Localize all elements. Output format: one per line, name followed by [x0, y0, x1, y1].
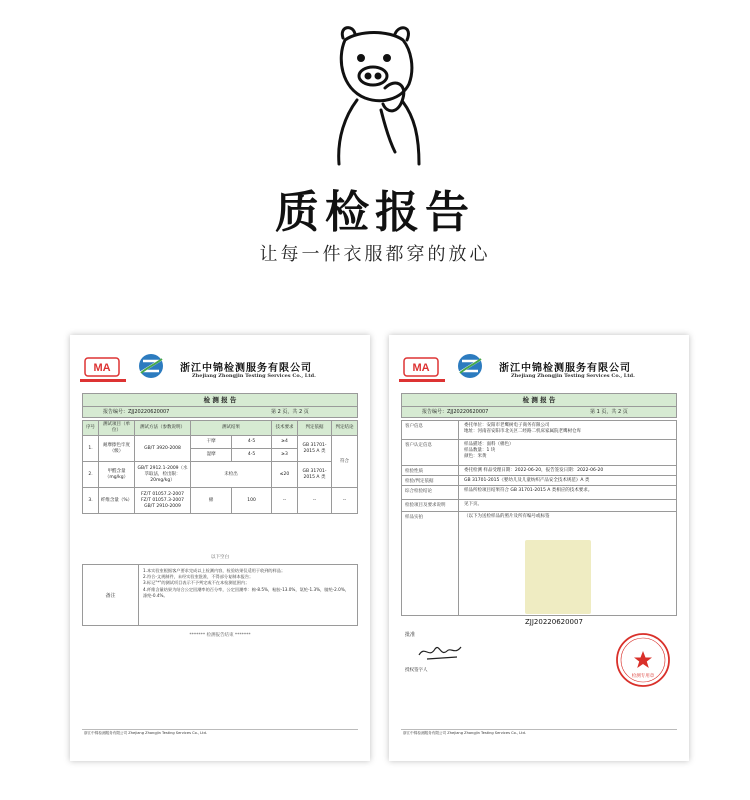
table-row: 湿摩 4-5 ≥3: [83, 449, 358, 462]
blank-separator: 以下空白: [211, 555, 229, 560]
table-row: 2. 甲醛含量（mg/kg） GB/T 2912.1-2009（水萃取法，检出限：20mg/kg） 未检出 ≤20 GB 31701-2015 A 类: [83, 462, 358, 488]
approve-label: 批准: [405, 632, 416, 638]
svg-text:MA: MA: [412, 362, 430, 374]
cma-caption-bar: [399, 379, 445, 382]
report-number: 报告编号：ZJJ20220620007: [103, 409, 170, 415]
footer-divider: [82, 729, 358, 730]
footer-company: 浙江中锦检测服务有限公司 Zhejiang Zhongjin Testing Services Co., Ltd.: [403, 731, 527, 735]
report-band-title: 检 测 报 告: [82, 393, 358, 407]
svg-text:检测专用章: 检测专用章: [631, 674, 655, 679]
report-page-1: [389, 335, 689, 761]
header-basis: 判定依据: [298, 421, 332, 436]
cma-logo-icon: [403, 357, 439, 377]
page-subtitle: 让每一件衣服都穿的放心: [259, 244, 491, 265]
header-no: 序号: [83, 421, 99, 436]
report-band-title: 检 测 报 告: [401, 393, 677, 407]
sample-id: ZJJ20220620007: [525, 618, 583, 626]
cma-caption-bar: [80, 379, 126, 382]
note-item: 4.纤维含量结果为结合公定回潮率的百分率，公定回潮率：棉-8.5%，粘胶-13.0%，氨纶-1.3%，腈纶-2.0%，涤纶-0.4%。: [143, 586, 350, 598]
page-indicator: 第 2 页，共 2 页: [271, 409, 309, 415]
svg-text:MA: MA: [93, 362, 111, 374]
zj-logo-icon: [138, 353, 164, 379]
zj-logo-icon: [457, 353, 483, 379]
report-number: 报告编号：ZJJ20220620007: [422, 409, 489, 415]
company-name-en: Zhejiang Zhongjin Testing Services Co., Ltd.: [192, 373, 316, 379]
header-result: 测试结果: [191, 421, 272, 436]
pig-thinking-icon: [315, 18, 435, 168]
company-name-cn: 浙江中锦检测服务有限公司: [499, 363, 631, 374]
signature-icon: [417, 641, 467, 663]
official-stamp-icon: [615, 632, 671, 688]
footer-company: 浙江中锦检测服务有限公司 Zhejiang Zhongjin Testing Services Co., Ltd.: [84, 731, 208, 735]
info-row-client: 客户信息 委托单位：安阳市老鹰树电子商务有限公司 地址：河南省安阳市北关区二经路二机床家属院老鹰树仓库: [402, 421, 676, 439]
notes-label: 备注: [83, 565, 139, 625]
table-row: 1. 耐摩擦色牢度（级） GB/T 3920-2008 干摩 4-5 ≥4 GB 31701-2015 A 类 符合: [83, 436, 358, 449]
note-item: 2.符合-文规制件，未经实验室批准，不得部分复制本报告；: [143, 574, 254, 580]
report-meta-row: [401, 407, 677, 418]
sample-photo: [525, 540, 591, 614]
page-title: 质检报告: [275, 187, 475, 238]
table-row: 3. 纤维含量（%） FZ/T 01057.2-2007 FZ/T 01057.3-2007 GB/T 2910-2009 棉 100 -- -- --: [83, 488, 358, 514]
report-meta-row: [82, 407, 358, 418]
info-row-test: 检验性质 委托检测 样品受理日期：2022-06-20，报告签发日期：2022-06-20: [402, 465, 676, 475]
note-item: 3.标记"*"的测试项目表示不予判定或不在本检测范围内；: [143, 580, 250, 586]
report-end-text: ******* 检测报告结束 *******: [189, 633, 251, 638]
cma-logo-icon: [84, 357, 120, 377]
test-results-table: [82, 420, 358, 514]
info-row-standard: 检验/判定依据 GB 31701-2015《婴幼儿及儿童纺织产品安全技术规范》A 类: [402, 475, 676, 485]
page-indicator: 第 1 页，共 2 页: [590, 409, 628, 415]
header-verdict: 判定结论: [332, 421, 358, 436]
info-row-conclusion: 综合检验结论 样品所检项目结果符合 GB 31701-2015 A 类相应的技术要求。: [402, 485, 676, 499]
info-row-sample: 客户认定信息 样品描述：面料（棉色） 样品数量：1 块 颜色：米黄: [402, 439, 676, 465]
header-method: 测试方法（参数说明）: [135, 421, 191, 436]
header-requirement: 技术要求: [272, 421, 298, 436]
footer-divider: [401, 729, 677, 730]
table-header-row: [83, 421, 358, 436]
company-name-en: Zhejiang Zhongjin Testing Services Co., Ltd.: [511, 373, 635, 379]
info-row-photo: 样品实拍 （以下为送检样品的照片及所有编号或标签: [402, 511, 676, 615]
notes-box: [82, 564, 358, 626]
company-name-cn: 浙江中锦检测服务有限公司: [180, 363, 312, 374]
signer-label: 授权签字人: [405, 668, 428, 673]
info-row-extra: 检验项目及要求说明 见下页。: [402, 499, 676, 511]
header-item: 测试项目（单位）: [99, 421, 135, 436]
notes-body: [143, 568, 353, 599]
report-page-2: [70, 335, 370, 761]
note-item: 1.本实验室根据客户要求完成以上检测内容，检验结果仅适用于收到的样品；: [143, 568, 286, 573]
